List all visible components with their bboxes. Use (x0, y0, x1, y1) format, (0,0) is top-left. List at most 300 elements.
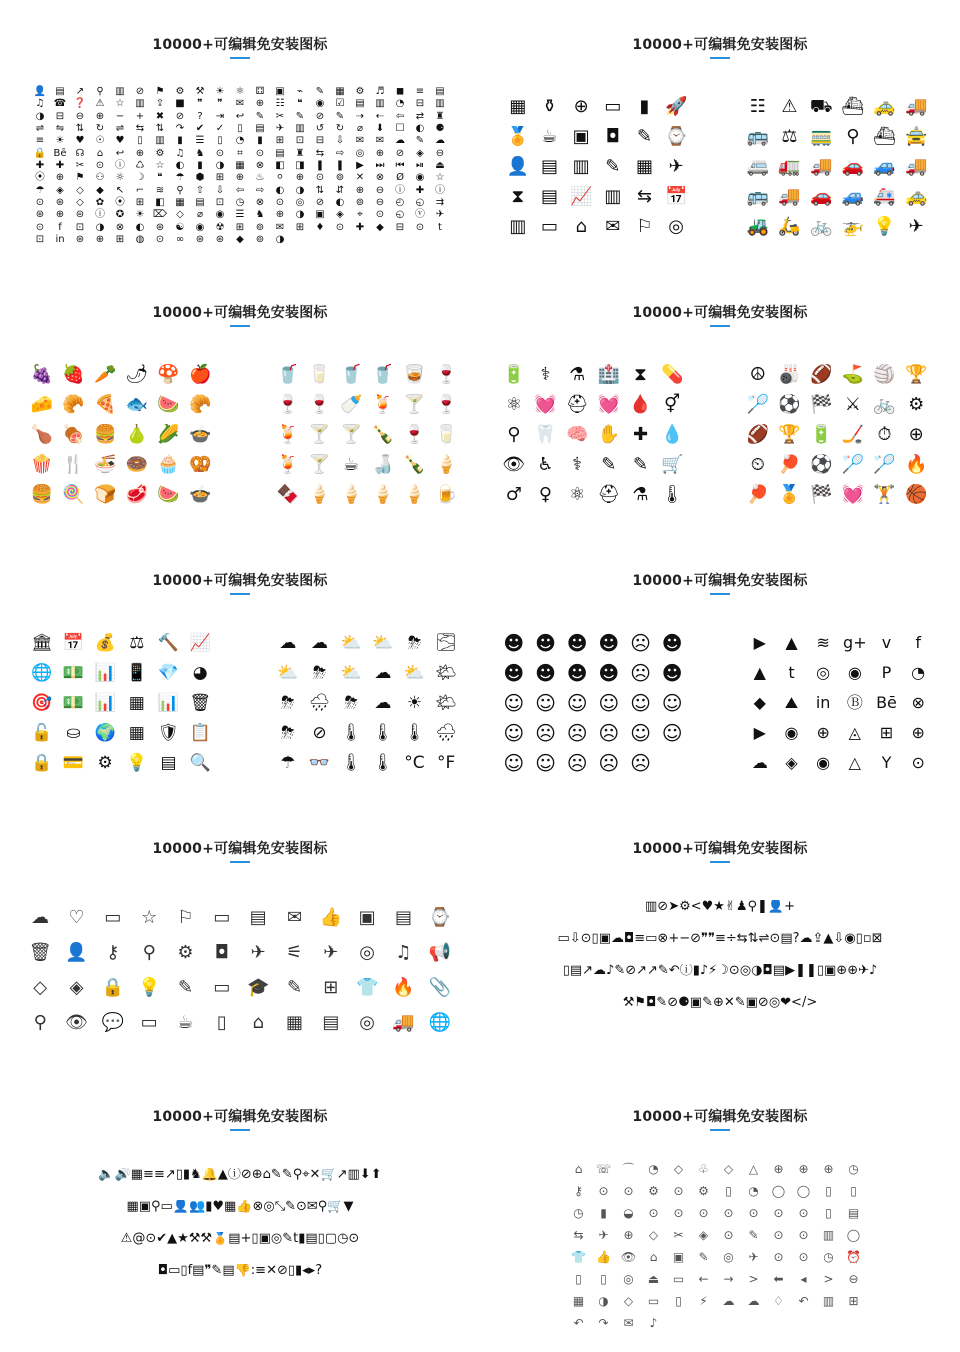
icon-glyph: 🧀 (30, 394, 54, 415)
icon-glyph: 🩸 (629, 394, 652, 415)
icon-glyph: ↷ (175, 123, 185, 135)
icon-glyph: 🚙 (873, 156, 896, 177)
icon-glyph: ▤ (249, 906, 267, 928)
icon-glyph: 🍼 (339, 394, 363, 415)
icon-glyph: ⊕ (295, 172, 305, 184)
icon-glyph: ☁ (374, 662, 392, 683)
icon-glyph: ☺ (503, 721, 525, 745)
icon-glyph: ⚙ (648, 1184, 659, 1198)
icon-glyph: ← (698, 1272, 709, 1286)
icon-glyph: ⊗ (115, 221, 125, 233)
icon-glyph: ✎ (698, 1250, 709, 1264)
icon-glyph: ⊕ (255, 98, 265, 110)
icon-glyph: ▥ (295, 123, 305, 135)
icon-glyph: ♪ (649, 1316, 658, 1330)
icon-glyph: ◐ (415, 123, 425, 135)
icon-glyph: 🥤 (371, 364, 395, 385)
icon-glyph: 🚚 (904, 156, 928, 177)
icon-glyph: ⚠ (781, 96, 798, 117)
icon-glyph: 👁 (620, 1250, 637, 1264)
icon-glyph: ⇪ (155, 98, 165, 110)
icon-glyph: ≡ (415, 86, 425, 98)
icon-glyph: ☯ (175, 221, 185, 233)
panel-title: 10000+可编辑免安装图标 (632, 305, 808, 321)
icon-glyph: ▯ (825, 1206, 832, 1220)
icon-glyph: ♫ (35, 98, 45, 110)
icon-glyph: ⊡ (215, 196, 225, 208)
icon-glyph: ▥ (572, 156, 590, 177)
icon-glyph: ⚪ (275, 172, 285, 184)
icon-glyph: 🔒 (31, 752, 53, 773)
icon-glyph: ⊙ (35, 196, 45, 208)
icon-glyph: 📊 (94, 692, 116, 713)
icon-glyph: ⚟ (286, 941, 303, 963)
icon-glyph: ⛀ (66, 722, 81, 743)
icon-glyph: ◎ (295, 196, 305, 208)
icon-glyph: ♬ (375, 86, 385, 98)
icon-glyph: ▣ (572, 126, 590, 147)
icon-glyph: 🍦 (308, 484, 331, 505)
icon-glyph: ⚙ (177, 941, 194, 963)
icon-glyph: ♺ (135, 159, 145, 171)
icon-glyph: 🍞 (93, 484, 117, 505)
icon-glyph: 🌧 (308, 692, 331, 713)
panel-title: 10000+可编辑免安装图标 (632, 841, 808, 857)
icon-glyph: 🍖 (62, 424, 85, 445)
icon-glyph: ✎ (636, 126, 653, 147)
icon-glyph: 🍎 (188, 364, 212, 385)
icon-glyph: ◈ (416, 147, 424, 159)
icon-glyph: f (58, 221, 62, 233)
icon-glyph: ⊘ (315, 196, 325, 208)
icon-glyph: 🍲 (188, 484, 212, 505)
icon-glyph: ⚒ (195, 86, 205, 98)
icon-glyph: ☁ (31, 906, 50, 928)
icon-glyph: ✎ (335, 110, 345, 122)
icon-glyph: 🚚 (392, 1011, 415, 1033)
icon-glyph: 🌫 (435, 632, 457, 653)
icon-glyph: ☺ (535, 691, 556, 715)
icon-glyph: ☀ (406, 692, 423, 713)
icon-glyph: ↻ (95, 123, 105, 135)
icon-glyph: ◆ (376, 221, 384, 233)
icon-glyph: ⊙ (673, 1206, 684, 1220)
icon-glyph: ✈ (598, 1228, 609, 1242)
icon-glyph: ♜ (435, 110, 445, 122)
icon-glyph: ⊞ (135, 196, 145, 208)
icon-glyph: ⊙ (748, 1206, 759, 1220)
icon-glyph: ⊙ (798, 1206, 809, 1220)
icon-glyph: ☁ (722, 1294, 735, 1308)
panel-title: 10000+可编辑免安装图标 (152, 841, 328, 857)
title-underline (710, 1129, 730, 1131)
icon-glyph: 🍸 (308, 454, 331, 475)
icon-glyph: ▥ (115, 86, 125, 98)
icon-glyph: ◐ (135, 221, 145, 233)
icon-glyph: ☻ (661, 631, 683, 655)
icon-glyph: 🍺 (434, 484, 458, 505)
icon-glyph: ▶ (753, 723, 766, 742)
icon-glyph: 👍 (319, 906, 343, 928)
icon-glyph: P (881, 663, 892, 682)
icon-glyph: ☕ (541, 126, 558, 147)
icon-glyph: ◈ (336, 209, 344, 221)
icon-glyph: 📋 (189, 722, 211, 743)
icon-glyph: ◇ (76, 196, 84, 208)
icon-glyph: ▮ (639, 96, 650, 117)
icon-glyph: ☮ (749, 364, 766, 385)
icon-glyph: ◇ (673, 1162, 684, 1176)
icon-glyph: ✚ (35, 159, 45, 171)
icon-glyph: ▦ (572, 1294, 585, 1308)
icon-glyph: ♿ (537, 454, 554, 475)
icon-glyph: ⊙ (798, 1250, 809, 1264)
icon-glyph: ◐ (175, 159, 185, 171)
icon-glyph: ⊙ (35, 221, 45, 233)
icon-glyph: ▯ (675, 1294, 682, 1308)
icon-glyph: 🛡 (157, 722, 180, 743)
icon-glyph: ☆ (435, 172, 445, 184)
icon-glyph: ⊛ (195, 233, 205, 245)
icon-glyph: ☺ (630, 691, 651, 715)
icon-glyph: ⊚ (355, 196, 365, 208)
icon-glyph: 🍔 (93, 424, 117, 445)
icon-glyph: 🍩 (125, 454, 149, 475)
icon-glyph: ✕ (355, 172, 365, 184)
icon-glyph: ⧗ (634, 364, 647, 385)
icon-glyph: ⊕ (55, 209, 65, 221)
icon-glyph: ⊡ (35, 233, 45, 245)
icon-glyph: 🌡 (340, 752, 362, 773)
icon-glyph: ↺ (315, 123, 325, 135)
icon-glyph: ◉ (215, 209, 225, 221)
icon-glyph: ⚲ (846, 126, 860, 147)
icon-glyph: ✎ (177, 976, 194, 998)
title-underline (230, 1129, 250, 1131)
icon-glyph: ⚷ (106, 941, 120, 963)
icon-glyph: ⚛ (505, 394, 522, 415)
icon-glyph: 👤 (65, 941, 88, 963)
icon-glyph: 🥩 (125, 484, 149, 505)
icon-glyph: ☼ (115, 172, 125, 184)
icon-grid (742, 92, 932, 242)
icon-glyph: ✎ (286, 976, 303, 998)
icon-glyph: ⏏ (647, 1272, 660, 1286)
icon-glyph: ⊚ (255, 233, 265, 245)
icon-glyph: 🍹 (276, 454, 300, 475)
icon-glyph: 🚌 (746, 186, 770, 207)
icon-glyph: ⇄ (415, 110, 425, 122)
icon-glyph: ◧ (155, 196, 165, 208)
icon-glyph: 🛵 (778, 216, 801, 237)
icon-glyph: ◑ (35, 110, 45, 122)
icon-grid (742, 360, 932, 510)
icon-glyph: ◉ (315, 98, 325, 110)
icon-glyph: ◆ (236, 233, 244, 245)
icon-glyph: ⚲ (96, 86, 104, 98)
icon-glyph: ▮ (197, 159, 203, 171)
icon-glyph: ☹ (598, 721, 620, 745)
icon-glyph: ⊕ (235, 172, 245, 184)
icon-glyph: Y (881, 753, 892, 772)
icon-glyph: ⇦ (395, 110, 405, 122)
icon-glyph: ◕ (192, 662, 208, 683)
icon-glyph: ✈ (250, 941, 266, 963)
icon-glyph: ⇦ (235, 184, 245, 196)
icon-glyph: 🍸 (339, 424, 363, 445)
icon-glyph: ✪ (115, 209, 125, 221)
icon-glyph: 🌐 (428, 1011, 452, 1033)
icon-grid (26, 628, 216, 778)
icon-glyph: ◑ (598, 1294, 609, 1308)
icon-glyph: ☹ (566, 751, 588, 775)
icon-glyph: 📊 (94, 662, 116, 683)
icon-glyph: ⛅ (372, 632, 394, 653)
icon-glyph: ▥ (604, 186, 622, 207)
icon-glyph: ♥ (115, 135, 125, 147)
icon-glyph: ☁ (374, 692, 392, 713)
icon-glyph: ⊛ (35, 209, 45, 221)
icon-grid (744, 628, 934, 778)
icon-glyph: ≋ (155, 184, 165, 196)
icon-glyph: ☁ (310, 632, 328, 653)
icon-glyph: ▥ (375, 98, 385, 110)
icon-glyph: ▣ (275, 86, 285, 98)
icon-glyph: 🥐 (188, 394, 212, 415)
icon-glyph: ☆ (155, 159, 165, 171)
icon-glyph: 💡 (126, 752, 148, 773)
icon-glyph: ▥ (155, 135, 165, 147)
icon-glyph: − (115, 110, 125, 122)
icon-glyph: ▤ (255, 123, 265, 135)
icon-glyph: ⚠ (95, 98, 105, 110)
icon-glyph: 🚲 (873, 394, 896, 415)
icon-glyph: t (788, 663, 795, 682)
icon-glyph: ☎ (53, 98, 67, 110)
icon-glyph: ◔ (748, 1184, 759, 1198)
icon-glyph: 🍉 (157, 484, 180, 505)
icon-glyph: ♡ (68, 906, 85, 928)
icon-glyph: ◎ (355, 147, 365, 159)
icon-glyph: ☉ (95, 135, 105, 147)
icon-glyph: 🗑 (189, 692, 211, 713)
icon-glyph: 🔒 (101, 976, 125, 998)
icon-glyph: ⊖ (435, 147, 445, 159)
panel-title: 10000+可编辑免安装图标 (152, 37, 328, 53)
icon-glyph: ☹ (630, 631, 651, 655)
icon-glyph: ☁ (751, 753, 768, 772)
icon-glyph: ⇅ (75, 123, 85, 135)
icon-glyph: 💳 (62, 752, 85, 773)
icon-glyph: ▭ (672, 1272, 685, 1286)
title-underline (230, 861, 250, 863)
icon-glyph: ⇩ (335, 135, 345, 147)
icon-glyph: ⊙ (623, 1184, 634, 1198)
icon-glyph: 🌡 (403, 722, 426, 743)
icon-glyph: ◎ (668, 216, 685, 237)
icon-glyph: 🏓 (778, 454, 801, 475)
icon-glyph: 🌤 (435, 692, 457, 713)
icon-grid (498, 628, 688, 778)
icon-glyph: ⚗ (632, 484, 649, 505)
icon-glyph: ♫ (175, 147, 185, 159)
icon-glyph: ◷ (848, 1162, 859, 1176)
icon-glyph: ⚽ (809, 454, 833, 475)
icon-glyph: ⚙ (155, 147, 165, 159)
icon-glyph: ⊕ (375, 147, 385, 159)
icon-glyph: t (438, 221, 442, 233)
icon-glyph: ⛑ (565, 394, 589, 415)
icon-glyph: ◑ (215, 159, 225, 171)
icon-glyph: ▦ (335, 86, 345, 98)
icon-glyph: 🌍 (94, 722, 116, 743)
icon-glyph: 🌡 (372, 752, 394, 773)
icon-glyph: ▯ (575, 1272, 582, 1286)
icon-glyph: ⛈ (312, 662, 327, 683)
icon-glyph: ▦ (235, 159, 245, 171)
icon-glyph: 🍹 (276, 424, 300, 445)
icon-glyph: ☰ (195, 135, 205, 147)
icon-glyph: 🏁 (809, 484, 833, 505)
icon-glyph: ◉ (816, 753, 831, 772)
icon-glyph: ◔ (235, 135, 245, 147)
icon-glyph: 🚚 (904, 96, 928, 117)
icon-glyph: ⊞ (879, 723, 894, 742)
icon-glyph: ❚ (315, 159, 325, 171)
icon-glyph: ◍ (135, 233, 145, 245)
icon-glyph: 🐟 (125, 394, 149, 415)
icon-glyph: ✉ (623, 1316, 634, 1330)
icon-glyph: 🥃 (403, 364, 426, 385)
icon-glyph: ⛳ (841, 364, 865, 385)
icon-glyph: ⊙ (95, 159, 105, 171)
icon-glyph: ⬇ (375, 123, 385, 135)
icon-glyph: 🏋 (873, 484, 896, 505)
icon-glyph: ✎ (415, 135, 425, 147)
icon-glyph: ⊙ (598, 1184, 609, 1198)
icon-glyph: ✈ (668, 156, 684, 177)
icon-glyph: ⊕ (908, 424, 924, 445)
icon-glyph: 🔥 (904, 454, 928, 475)
icon-glyph: ◬ (848, 723, 861, 742)
icon-glyph: ⇨ (255, 184, 265, 196)
icon-glyph: ↖ (115, 184, 125, 196)
icon-glyph: ⊙ (911, 753, 925, 772)
icon-glyph: ♧ (698, 1162, 709, 1176)
icon-grid (30, 86, 450, 246)
icon-glyph: ⓘ (395, 184, 405, 196)
icon-glyph: 🏛 (31, 632, 53, 653)
icon-glyph: ▯ (725, 1184, 732, 1198)
icon-glyph: ◯ (846, 1228, 861, 1242)
icon-glyph: 🌐 (31, 662, 53, 683)
icon-grid (566, 1158, 866, 1334)
icon-glyph: ▶ (356, 159, 364, 171)
icon-glyph: ☑ (335, 98, 345, 110)
icon-glyph: ☁ (279, 632, 297, 653)
icon-glyph: 🚜 (746, 216, 770, 237)
icon-glyph: ⊕ (623, 1228, 634, 1242)
icon-glyph: 💓 (597, 394, 621, 415)
icon-glyph: 🏆 (904, 364, 928, 385)
icon-glyph: 👕 (571, 1250, 586, 1264)
icon-glyph: ◇ (33, 976, 48, 998)
icon-glyph: 💧 (660, 424, 684, 445)
icon-glyph: ⊙ (673, 1184, 684, 1198)
icon-glyph: 🏆 (778, 424, 801, 445)
icon-glyph: ◆ (96, 184, 104, 196)
icon-glyph: ⌖ (357, 209, 363, 221)
icon-glyph: ☂ (175, 172, 185, 184)
icon-glyph: 🏸 (841, 454, 865, 475)
icon-glyph: ⚖ (781, 126, 798, 147)
icon-row: 🔈🔊▦≡≡↗▯▮♞🔔▲ⓘ⊘⊕⌂✎✎⚲⌖✕🛒↗▥⬇⬆ (98, 1168, 382, 1182)
icon-glyph: ⊖ (75, 110, 85, 122)
icon-glyph: ⚙ (97, 752, 113, 773)
icon-glyph: ☹ (535, 721, 556, 745)
icon-glyph: ◎ (816, 663, 831, 682)
icon-glyph: 🚀 (664, 96, 688, 117)
icon-glyph: ◇ (176, 209, 184, 221)
icon-glyph: 🍿 (30, 454, 54, 475)
icon-glyph: ⛈ (407, 632, 422, 653)
icon-glyph: ✈ (748, 1250, 759, 1264)
icon-glyph: 📎 (428, 976, 452, 998)
icon-glyph: ☷ (275, 98, 285, 110)
icon-glyph: ⊘ (315, 110, 325, 122)
icon-glyph: ◈ (56, 184, 64, 196)
icon-glyph: 🌶 (125, 364, 149, 385)
icon-glyph: ☻ (598, 661, 620, 685)
title-underline (710, 325, 730, 327)
icon-glyph: ◨ (295, 159, 305, 171)
icon-glyph: ✉ (355, 135, 365, 147)
icon-glyph: 🏸 (746, 394, 770, 415)
icon-glyph: ▤ (540, 186, 558, 207)
icon-glyph: ▥ (822, 1294, 835, 1308)
icon-glyph: ⊙ (773, 1228, 784, 1242)
icon-glyph: ▤ (847, 1206, 860, 1220)
icon-glyph: 🍄 (157, 364, 180, 385)
title-underline (710, 593, 730, 595)
icon-glyph: ⚲ (507, 424, 521, 445)
icon-glyph: 👁 (502, 454, 526, 475)
icon-glyph: ↶ (798, 1294, 809, 1308)
icon-glyph: ⚃ (255, 86, 265, 98)
icon-glyph: 🍶 (371, 454, 395, 475)
icon-glyph: 🥐 (62, 394, 85, 415)
icon-glyph: ⊕ (816, 723, 830, 742)
icon-glyph: ◯ (771, 1184, 786, 1198)
icon-glyph: ☹ (566, 721, 588, 745)
icon-glyph: ⚐ (177, 906, 194, 928)
icon-glyph: 🎯 (31, 692, 53, 713)
icon-glyph: ☂ (35, 184, 45, 196)
icon-glyph: ✎ (748, 1228, 759, 1242)
icon-glyph: ▶ (753, 633, 766, 652)
icon-glyph: ⊘ (175, 110, 185, 122)
icon-glyph: ▤ (195, 196, 205, 208)
icon-glyph: ☀ (215, 86, 225, 98)
icon-glyph: ❞ (217, 98, 223, 110)
icon-glyph: 🚛 (778, 156, 801, 177)
icon-glyph: 🏅 (778, 484, 801, 505)
icon-glyph: ⛟ (809, 96, 833, 117)
icon-glyph: 🚌 (746, 126, 770, 147)
icon-glyph: ◔ (395, 98, 405, 110)
icon-glyph: ⚱ (541, 96, 558, 117)
icon-glyph: ☐ (395, 123, 405, 135)
